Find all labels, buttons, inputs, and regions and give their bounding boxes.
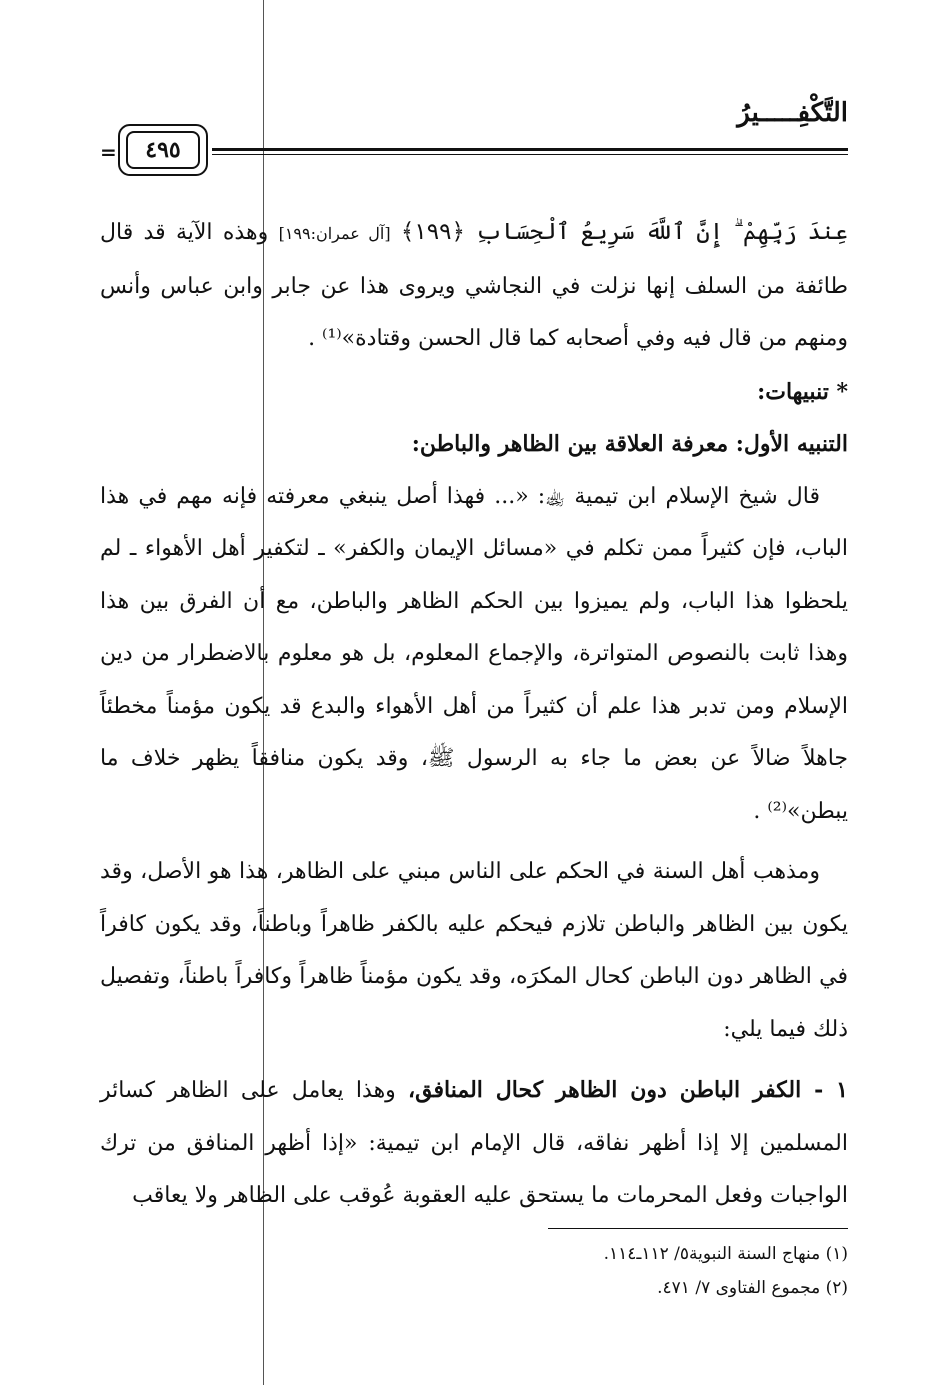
- header-rule: [212, 148, 848, 156]
- header-rule-thick: [212, 148, 848, 151]
- header-rule-thin: [212, 154, 848, 155]
- madhhab-paragraph: ومذهب أهل السنة في الحكم على الناس مبني على الظاهر، هذا هو الأصل، وقد يكون بين الظاهر والباطن تلازم فيحكم عليه بالكفر ظاهراً وباطناً، وقد يكون كافراً في الظاهر دون الباطن كحال المكرَه، وقد يكون مؤمناً ظاهراً وكافراً باطناً، وتفصيل ذلك فيما يلي:: [100, 859, 848, 1042]
- footnote-rule: [548, 1228, 848, 1229]
- footnote-1: (١) منهاج السنة النبوية٥/ ١١٢ـ١١٤.: [603, 1244, 848, 1264]
- page-header: [100, 98, 848, 178]
- main-text: [100, 206, 848, 1223]
- page-number: ٤٩٥: [126, 131, 200, 169]
- page-number-badge: [118, 124, 208, 176]
- item1-paragraph: [100, 1064, 848, 1223]
- header-left-mark: =: [100, 140, 117, 164]
- opening-paragraph-text: وهذه الآية قد قال طائفة من السلف إنها نزلت في النجاشي ويروى هذا عن جابر وابن عباس وأنس ومنهم من قال فيه وفي أصحابه كما قال الحسن وقتادة»⁽¹⁾ .: [100, 220, 848, 351]
- verse-reference: [آل عمران:١٩٩]: [278, 224, 391, 243]
- book-title: التَّكْفِـــــيرُ: [737, 98, 848, 128]
- notes-heading: * تنبيهات:: [757, 378, 848, 405]
- item1-head: ١ - الكفر الباطن دون الظاهر كحال المنافق،: [408, 1077, 848, 1103]
- footnote-2: (٢) مجموع الفتاوى ٧/ ٤٧١.: [657, 1278, 848, 1298]
- footnotes: [540, 1228, 848, 1305]
- item1-text: وهذا يعامل على الظاهر كسائر المسلمين إلا إذا أظهر نفاقه، قال الإمام ابن تيمية: «إذا أظهر المنافق من ترك الواجبات وفعل المحرمات ما يستحق عليه العقوبة عُوقب على الظاهر ولا يعاقب: [100, 1078, 848, 1208]
- quote-paragraph: قال شيخ الإسلام ابن تيمية ﵀: «... فهذا أصل ينبغي معرفته فإنه مهم في هذا الباب، فإن كثيراً ممن تكلم في «مسائل الإيمان والكفر» ـ لتكفير أهل الأهواء ـ لم يلحظوا هذا الباب، ولم يميزوا بين الحكم الظاهر والباطن، مع أن الفرق بين هذا وهذا ثابت بالنصوص المتواترة، والإجماع المعلوم، بل هو معلوم بالاضطرار من دين الإسلام ومن تدبر هذا علم أن كثيراً من أهل الأهواء والبدع قد يكون مؤمناً مخطئاً جاهلاً ضالاً عن بعض ما جاء به الرسول ﷺ، وقد يكون منافقاً يظهر خلاف ما يبطن»⁽²⁾ .: [100, 483, 848, 824]
- note1-title: التنبيه الأول: معرفة العلاقة بين الظاهر والباطن:: [411, 431, 848, 457]
- opening-paragraph: [100, 206, 848, 366]
- quran-verse: عِندَ رَبِّهِمْ ۗ إِنَّ ٱللَّهَ سَرِيعُ ٱلْحِسَابِ ﴿١٩٩﴾: [400, 219, 849, 245]
